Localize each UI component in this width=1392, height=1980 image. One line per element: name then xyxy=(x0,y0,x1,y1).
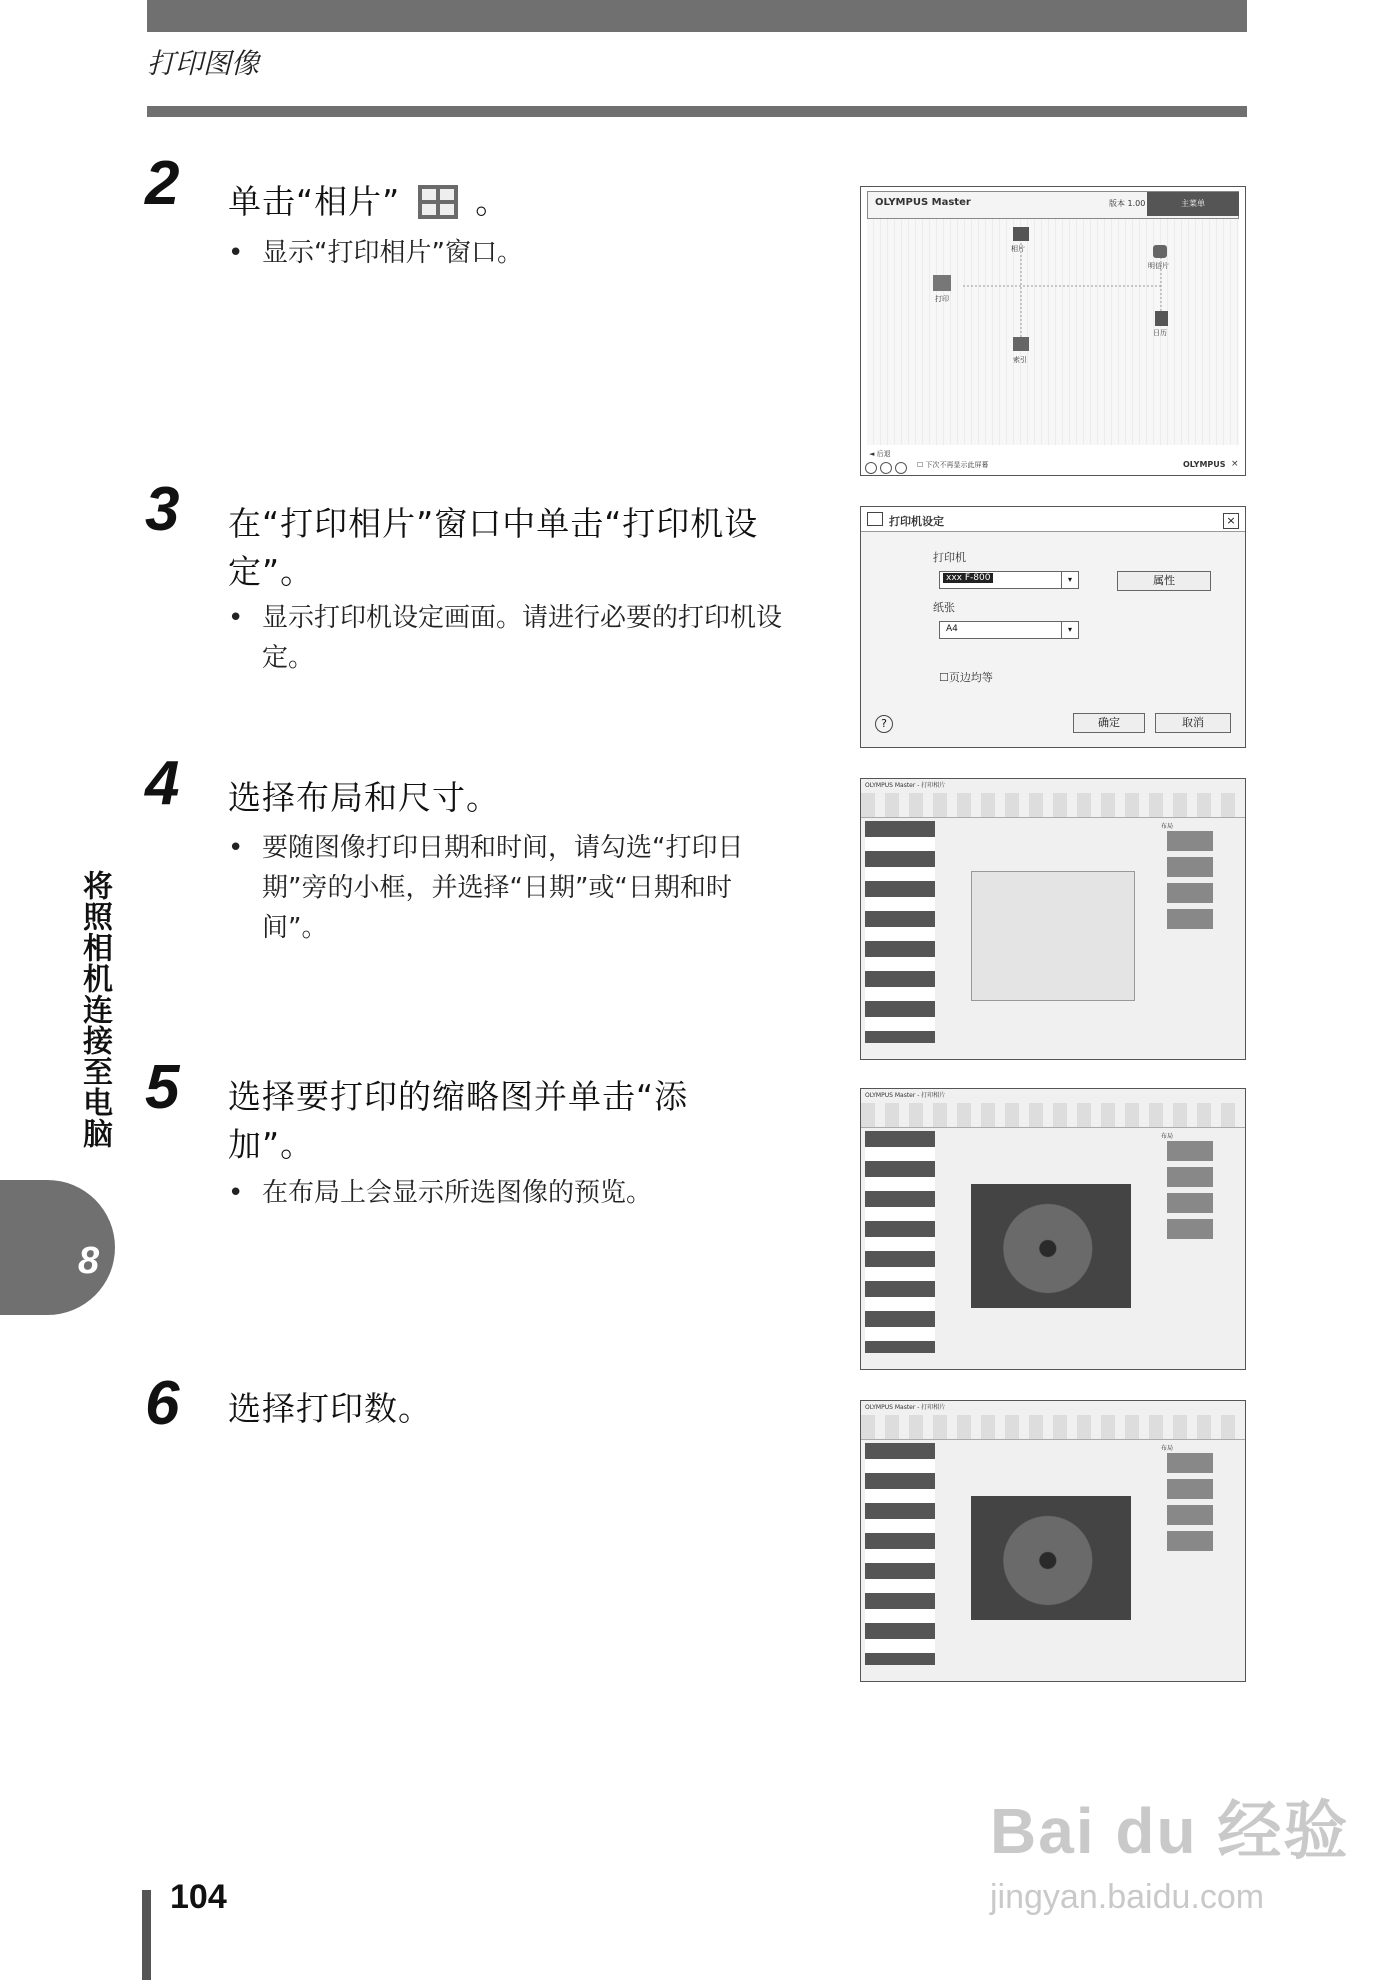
menu-connector-lines xyxy=(861,187,1245,475)
print-photos-screenshot-layout xyxy=(860,778,1246,1060)
watermark-url: jingyan.baidu.com xyxy=(990,1878,1265,1916)
printer-node-icon[interactable] xyxy=(933,275,951,291)
flower-preview-image xyxy=(971,1496,1131,1620)
step-bullet: • 在布局上会显示所选图像的预览。 xyxy=(228,1173,788,1213)
step-title: 在“打印相片”窗口中单击“打印机设定”。 xyxy=(228,504,759,591)
page-number: 104 xyxy=(170,1878,227,1916)
window-title: OLYMPUS Master - 打印相片 xyxy=(865,782,946,789)
step-bullet: • 显示“打印相片”窗口。 xyxy=(228,233,788,273)
layout-options[interactable] xyxy=(1167,1141,1213,1241)
photo-node-label: 相片 xyxy=(1011,245,1025,253)
step-number: 5 xyxy=(145,1053,180,1122)
layout-options[interactable] xyxy=(1167,1453,1213,1553)
step-title: 选择要打印的缩略图并单击“添加”。 xyxy=(228,1077,689,1164)
toolbar[interactable] xyxy=(861,1415,1245,1440)
step-number: 6 xyxy=(145,1369,180,1438)
step-number: 4 xyxy=(145,749,180,818)
postcard-node-icon[interactable] xyxy=(1153,245,1167,258)
version-label: 版本 1.00 xyxy=(1109,199,1146,208)
dialog-close-button[interactable]: × xyxy=(1223,513,1239,529)
postcard-node-label: 明信片 xyxy=(1148,262,1169,270)
step-title: 选择打印数。 xyxy=(228,1389,432,1428)
calendar-node-label: 日历 xyxy=(1153,329,1167,337)
olympus-brand: OLYMPUS xyxy=(1183,460,1226,469)
app-title: OLYMPUS Master xyxy=(875,197,971,208)
main-menu-tab[interactable]: 主菜单 xyxy=(1147,192,1239,216)
toolbar[interactable] xyxy=(861,1103,1245,1128)
dont-show-label: 下次不再显示此屏幕 xyxy=(925,461,989,469)
photo-node-icon[interactable] xyxy=(1013,227,1029,241)
page-number-bar xyxy=(142,1890,151,1980)
step-bullet: • 要随图像打印日期和时间，请勾选“打印日期”旁的小框，并选择“日期”或“日期和时间”。 xyxy=(228,828,788,948)
calendar-node-icon[interactable] xyxy=(1155,311,1168,326)
printer-select[interactable] xyxy=(939,571,1079,589)
chevron-down-icon[interactable]: ▾ xyxy=(1061,622,1078,638)
layout-label: 布局 xyxy=(1161,1445,1174,1452)
printer-dialog-icon xyxy=(867,512,883,526)
paper-value: A4 xyxy=(946,624,958,634)
master-main-menu-screenshot xyxy=(860,186,1246,476)
chevron-down-icon[interactable]: ▾ xyxy=(1061,572,1078,588)
print-node-label: 打印 xyxy=(935,295,949,303)
bullet-text: 在布局上会显示所选图像的预览。 xyxy=(262,1178,653,1208)
paper-select[interactable] xyxy=(939,621,1079,639)
step-bullet: • 显示打印机设定画面。请进行必要的打印机设定。 xyxy=(228,598,808,678)
thumbnail-list[interactable] xyxy=(865,821,935,1043)
index-node-icon[interactable] xyxy=(1013,337,1029,351)
watermark-brand: Bai du 经验 xyxy=(990,1795,1350,1867)
step-title xyxy=(228,178,509,226)
step-number: 2 xyxy=(145,149,180,218)
step-title: 选择布局和尺寸。 xyxy=(228,778,500,817)
print-photos-screenshot-copies xyxy=(860,1400,1246,1682)
printer-value: xxx F-800 xyxy=(943,573,993,583)
window-title: OLYMPUS Master - 打印相片 xyxy=(865,1092,946,1099)
paper-label: 纸张 xyxy=(933,601,955,614)
index-node-label: 索引 xyxy=(1013,356,1027,364)
flower-preview-image xyxy=(971,1184,1131,1308)
header-rule xyxy=(147,106,1247,117)
printer-label: 打印机 xyxy=(933,551,966,564)
toolbar[interactable] xyxy=(861,793,1245,818)
help-icon[interactable]: ? xyxy=(875,715,893,733)
layout-label: 布局 xyxy=(1161,1133,1174,1140)
dont-show-checkbox[interactable]: ☐ 下次不再显示此屏幕 xyxy=(917,461,989,469)
printer-settings-screenshot xyxy=(860,506,1246,748)
properties-button[interactable]: 属性 xyxy=(1117,571,1211,591)
layout-preview xyxy=(971,871,1135,1001)
ok-button[interactable]: 确定 xyxy=(1073,713,1145,733)
thumbnail-list[interactable] xyxy=(865,1131,935,1353)
thumbnail-list[interactable] xyxy=(865,1443,935,1665)
footer-icons[interactable] xyxy=(865,459,909,471)
bullet-text: 显示打印机设定画面。请进行必要的打印机设定。 xyxy=(262,603,783,673)
step-number: 3 xyxy=(145,475,180,544)
close-button[interactable]: × xyxy=(1231,459,1239,469)
photo-grid-icon xyxy=(418,185,458,219)
layout-label: 布局 xyxy=(1161,823,1174,830)
chapter-title: 将照相机连接至电脑 xyxy=(77,870,112,1149)
baidu-watermark xyxy=(990,1780,1349,1917)
top-rule xyxy=(147,0,1247,32)
back-link[interactable]: ◄ 后退 xyxy=(869,450,891,458)
bullet-text: 要随图像打印日期和时间，请勾选“打印日期”旁的小框，并选择“日期”或“日期和时间”。 xyxy=(262,833,744,943)
print-photos-screenshot-preview xyxy=(860,1088,1246,1370)
step-title-end: 。 xyxy=(475,182,510,221)
step-title-text: 单击“相片” xyxy=(228,182,401,221)
chapter-number: 8 xyxy=(78,1240,100,1282)
window-title: OLYMPUS Master - 打印相片 xyxy=(865,1404,946,1411)
dialog-title: 打印机设定 xyxy=(889,515,944,528)
section-title: 打印图像 xyxy=(147,47,260,80)
bullet-text: 显示“打印相片”窗口。 xyxy=(262,238,523,268)
margin-checkbox-label: 页边均等 xyxy=(948,671,993,684)
layout-options[interactable] xyxy=(1167,831,1213,931)
margin-checkbox[interactable]: ☐页边均等 xyxy=(939,671,993,684)
cancel-button[interactable]: 取消 xyxy=(1155,713,1231,733)
